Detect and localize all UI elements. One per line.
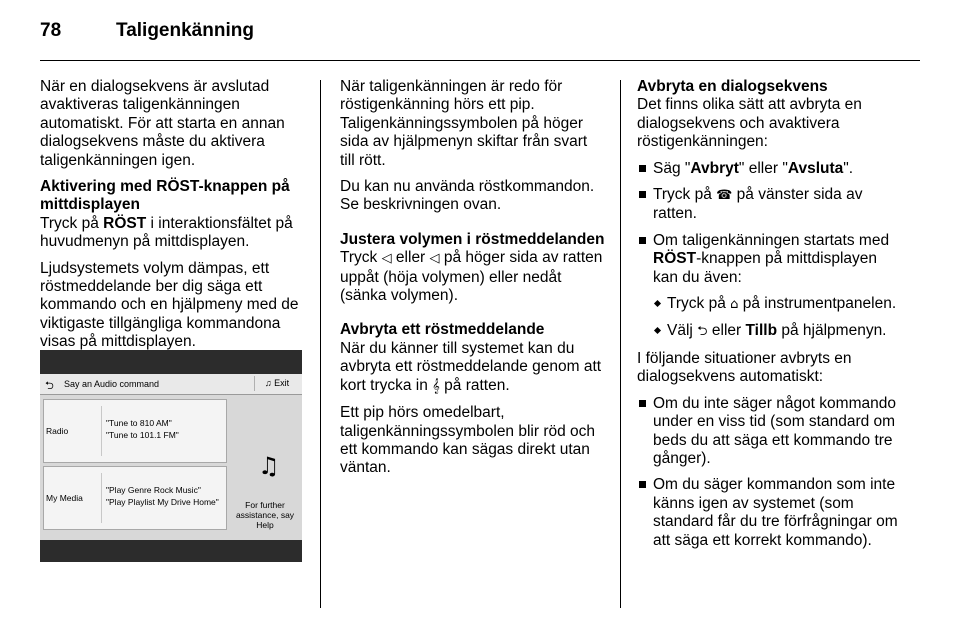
volume-down-icon: ◁ [429, 251, 440, 267]
bullet-icon [639, 400, 646, 407]
list-item: Om du säger kommandon som inte känns igen av systemet (som standard får du tre förfrågningar om att säga ett korrekt kommando). [637, 476, 903, 550]
exit-button: ♫ Exit [254, 376, 299, 391]
home-icon: ⌂ [730, 297, 739, 313]
display-screenshot [40, 350, 302, 562]
panel-divider [101, 473, 102, 523]
hang-up-icon: ☎ [716, 188, 733, 204]
section-heading: Aktivering med RÖST-knappen på mittdisplayen [40, 178, 290, 214]
page-number: 78 [40, 20, 62, 41]
bullet-icon [639, 237, 646, 244]
column-2 [340, 78, 606, 486]
paragraph: Tryck på RÖST i interaktionsfältet på huvudmenyn på mittdisplayen. [40, 214, 293, 251]
screen-title: Say an Audio command [64, 379, 160, 389]
voice-button-icon: 𝄞 [432, 378, 440, 394]
back-arrow-icon: ⮌ [697, 324, 708, 340]
column-divider-1 [320, 80, 321, 608]
example-command: "Play Genre Rock Music" [106, 485, 201, 495]
column-3 [637, 78, 903, 558]
example-command: "Tune to 810 AM" [106, 418, 172, 428]
bullet-icon [639, 191, 646, 198]
bullet-icon [639, 481, 646, 488]
list-item: Tryck på ☎ på vänster sida av ratten. [637, 186, 903, 224]
paragraph: I följande situationer avbryts en dialogsekvens automatiskt: [637, 349, 852, 386]
paragraph: Du kan nu använda röstkommandon. Se beskrivningen ovan. [340, 178, 595, 214]
list-item: Om taligenkänningen startats med RÖST-knappen på mittdisplayen kan du även: [637, 232, 903, 287]
panel-label: My Media [46, 493, 83, 503]
panel-label: Radio [46, 426, 69, 436]
diamond-bullet-icon [654, 327, 661, 334]
help-text: For further assistance, say Help [235, 500, 295, 530]
paragraph: Tryck ◁ eller ◁ på höger sida av ratten uppåt (höja volymen) eller nedåt (sänka volymen). [340, 249, 603, 305]
column-1 [40, 78, 306, 360]
page-title: Taligenkänning [116, 20, 254, 41]
paragraph: När du känner till systemet kan du avbryta ett röstmeddelande genom att kort trycka in 𝄞 på ratten. [340, 340, 606, 396]
volume-up-icon: ◁ [381, 251, 392, 267]
list-item: Säg "Avbryt" eller "Avsluta". [637, 160, 903, 178]
header-rule [40, 60, 920, 61]
microphone-icon: ♫ [258, 452, 280, 480]
radio-panel [43, 399, 227, 463]
bullet-icon [639, 165, 646, 172]
paragraph: Det finns olika sätt att avbryta en dialogsekvens och avaktivera röstigenkänningen: [637, 96, 862, 151]
sub-list-item: Välj ⮌ eller Tillb på hjälpmenyn. [637, 322, 903, 341]
paragraph: Ljudsystemets volym dämpas, ett röstmeddelande ber dig säga ett kommando och en hjälpmeny med de viktigaste tillgängliga kommandona visas på mittdisplayen. [40, 259, 299, 351]
media-panel [43, 466, 227, 530]
voice-help-screen [40, 374, 302, 540]
example-command: "Play Playlist My Drive Home" [106, 497, 219, 507]
section-heading: Avbryta ett röstmeddelande [340, 321, 545, 339]
section-heading: Justera volymen i röstmeddelanden [340, 230, 605, 248]
paragraph: Ett pip hörs omedelbart, taligenkänningssymbolen blir röd och ett kommando kan sägas direkt utan väntan. [340, 404, 596, 477]
back-arrow-icon: ⮌ [45, 380, 54, 392]
panel-divider [101, 406, 102, 456]
diamond-bullet-icon [654, 300, 661, 307]
list-item: Om du inte säger något kommando under en viss tid (som standard om beds du att säga ett kommando tre gånger). [637, 395, 903, 469]
screen-title-bar [40, 374, 302, 395]
column-divider-2 [620, 80, 621, 608]
sub-list-item: Tryck på ⌂ på instrumentpanelen. [637, 295, 903, 314]
help-area [230, 396, 300, 540]
paragraph: När en dialogsekvens är avslutad avaktiveras taligenkänningen automatiskt. För att starta en annan dialogsekvens måste du aktivera taligenkänningen igen. [40, 78, 285, 169]
paragraph: När taligenkänningen är redo för röstigenkänning hörs ett pip. Taligenkänningssymbolen på höger sida av hjälpmenyn skiftar från svart till rött. [340, 78, 588, 169]
example-command: "Tune to 101.1 FM" [106, 430, 179, 440]
section-heading: Avbryta en dialogsekvens [637, 78, 828, 95]
